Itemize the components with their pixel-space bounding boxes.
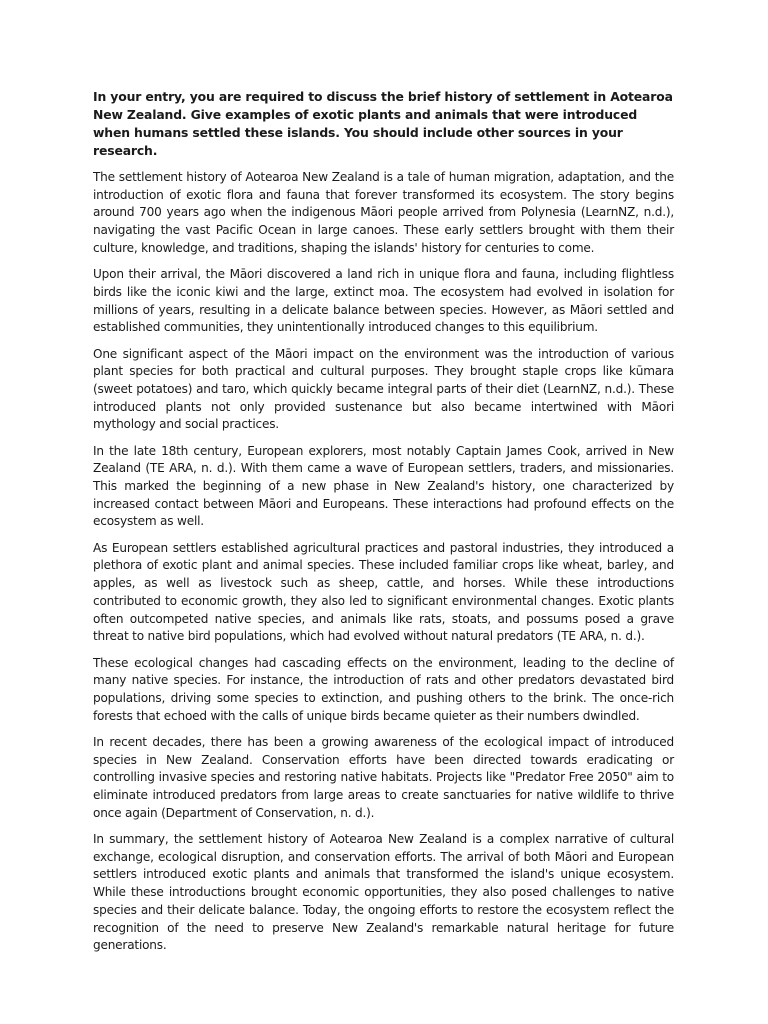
- assignment-prompt: In your entry, you are required to discuss the brief history of settlement in Aotearoa New Zealand. Give examples of exotic plants and animals that were introduced when humans settled these islands. You should include other sources in your research.: [93, 89, 673, 158]
- paragraph-maori-plants: One significant aspect of the Māori impact on the environment was the introduction of various plant species for both practical and cultural purposes. They brought staple crops like kūmara (sweet potatoes) and taro, which quickly became integral parts of their diet (LearnNZ, n.d.). These introduced plants not only provided sustenance but also became intertwined with Māori mythology and social practices.: [93, 346, 674, 432]
- paragraph-european-species: As European settlers established agricultural practices and pastoral industries, they introduced a plethora of exotic plant and animal species. These included familiar crops like wheat, barley, and apples, as well as livestock such as sheep, cattle, and horses. While these introductions contributed to economic growth, they also led to significant environmental changes. Exotic plants often outcompeted native species, and animals like rats, stoats, and possums posed a grave threat to native bird populations, which had evolved without natural predators (TE ARA, n. d.).: [93, 540, 674, 644]
- paragraph-conservation: In recent decades, there has been a growing awareness of the ecological impact of introduced species in New Zealand. Conservation efforts have been directed towards eradicating or controlling invasive species and restoring native habitats. Projects like "Predator Free 2050" aim to eliminate introduced predators from large areas to create sanctuaries for native wildlife to thrive once again (Department of Conservation, n. d.).: [93, 734, 674, 820]
- paragraph-maori-arrival: Upon their arrival, the Māori discovered a land rich in unique flora and fauna, including flightless birds like the iconic kiwi and the large, extinct moa. The ecosystem had evolved in isolation for millions of years, resulting in a delicate balance between species. However, as Māori settled and established communities, they unintentionally introduced changes to this equilibrium.: [93, 267, 674, 335]
- paragraph-summary: In summary, the settlement history of Aotearoa New Zealand is a complex narrative of cultural exchange, ecological disruption, and conservation efforts. The arrival of both Māori and European settlers introduced exotic plants and animals that transformed the island's unique ecosystem. While these introductions brought economic opportunities, they also posed challenges to native species and their delicate balance. Today, the ongoing efforts to restore the ecosystem reflect the recognition of the need to preserve New Zealand's remarkable natural heritage for future generations.: [93, 832, 674, 953]
- paragraph-european-arrival: In the late 18th century, European explorers, most notably Captain James Cook, arrived in New Zealand (TE ARA, n. d.). With them came a wave of European settlers, traders, and missionaries. This marked the beginning of a new phase in New Zealand's history, one characterized by increased contact between Māori and Europeans. These interactions had profound effects on the ecosystem as well.: [93, 443, 674, 529]
- document-page: [93, 88, 674, 964]
- paragraph-intro: The settlement history of Aotearoa New Zealand is a tale of human migration, adaptation, and the introduction of exotic flora and fauna that forever transformed its ecosystem. The story begins around 700 years ago when the indigenous Māori people arrived from Polynesia (LearnNZ, n.d.), navigating the vast Pacific Ocean in large canoes. These early settlers brought with them their culture, knowledge, and traditions, shaping the islands' history for centuries to come.: [93, 170, 674, 255]
- paragraph-ecological-changes: These ecological changes had cascading effects on the environment, leading to the decline of many native species. For instance, the introduction of rats and other predators devastated bird populations, driving some species to extinction, and pushing others to the brink. The once-rich forests that echoed with the calls of unique birds became quieter as their numbers dwindled.: [93, 655, 674, 723]
